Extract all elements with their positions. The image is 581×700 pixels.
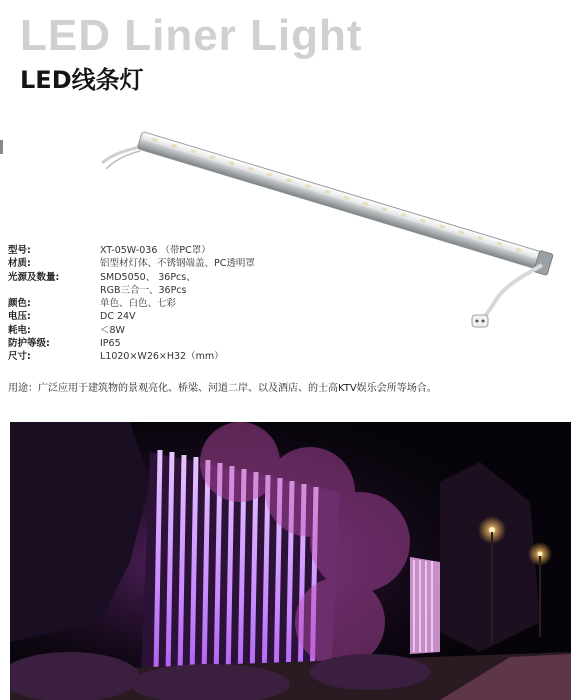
title-chinese: LED线条灯 [20,66,144,94]
right-cable [480,265,542,323]
connector [472,315,488,327]
spec-row-model: 型号: XT-05W-036 （带PC罩） [8,245,211,256]
night-installation-photo [10,422,571,700]
spec-row-voltage: 电压: DC 24V [8,311,136,323]
spec-row-color: 颜色: 单色、白色、七彩 [8,298,177,310]
spec-row-light-source-rgb: RGB三合一、36Pcs [100,284,187,296]
spec-row-light-source: 光源及数量: SMD5050、 36Pcs、 [8,271,196,283]
spec-row-power: 耗电: ＜8W [8,324,125,336]
title-english: LED Liner Light [20,11,363,60]
spec-table [8,244,428,364]
usage-text: 用途：广泛应用于建筑物的景观亮化、桥梁、河道二岸、以及酒店、的士高KTV娱乐会所等场合。 [8,383,437,394]
spec-row-size: 尺寸: L1020×W26×H32（mm） [8,351,224,363]
spec-row-material: 材质: 铝型材灯体、不锈钢端盖、PC透明罩 [8,258,255,270]
edge-marker [0,140,3,154]
left-cable [102,147,140,163]
spec-row-ip-rating: 防护等级: IP65 [8,338,121,350]
